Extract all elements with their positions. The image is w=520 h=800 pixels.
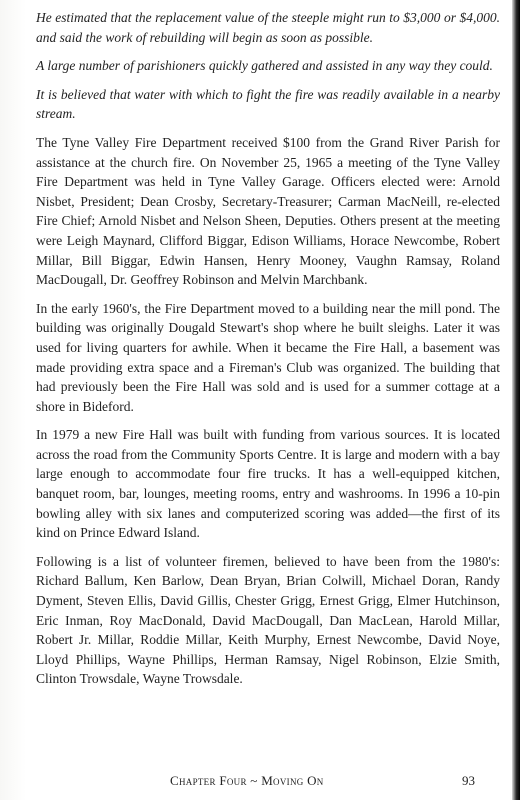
page-edge-shadow <box>512 0 520 800</box>
paragraph-fire-department-meeting: The Tyne Valley Fire Department received $100 from the Grand River Parish for assistance at the church fire. On November 25, 1965 a meeting of the Tyne Valley Fire Department was held in Tyne Valley Garage. Officers elected were: Arnold Nisbet, President; Dean Crosby, Secretary-Treasurer; Carman MacNeill, re-elected Fire Chief; Arnold Nisbet and Nelson Sheen, Deputies. Others present at the meeting were Leigh Maynard, Clifford Biggar, Edison Williams, Horace Newcombe, Robert Millar, Bill Biggar, Edwin Hansen, Henry Mooney, Vaughn Ramsay, Roland MacDougall, Dr. Geoffrey Robinson and Melvin Marchbank. <box>36 134 500 288</box>
quote-steeple-estimate: He estimated that the replacement value of the steeple might run to $3,000 or $4,000. and said the work of rebuilding will begin as soon as possible. <box>36 10 500 45</box>
paragraph-new-fire-hall: In 1979 a new Fire Hall was built with funding from various sources. It is located across the road from the Community Sports Centre. It is large and modern with a bay large enough to accommodate four fire trucks. It has a well-equipped kitchen, banquet room, bar, lounges, meeting rooms, entry and washrooms. In 1996 a 10-pin bowling alley with six lanes and computerized scoring was added—the first of its kind on Prince Edward Island. <box>36 427 500 541</box>
quote-parishioners: A large number of parishioners quickly gathered and assisted in any way they could. <box>36 58 493 74</box>
quote-water-stream: It is believed that water with which to fight the fire was readily available in a nearby stream. <box>36 86 500 122</box>
paragraph-volunteer-firemen: Following is a list of volunteer firemen, believed to have been from the 1980's: Richard Ballum, Ken Barlow, Dean Bryan, Brian Colwill, Michael Doran, Randy Dyment, Steven Ellis, David Gillis, Chester Grigg, Ernest Grigg, Elmer Hutchinson, Eric Inman, Roy MacDonald, David MacDougall, Dan MacLean, Harold Millar, Robert Jr. Millar, Roddie Millar, Keith Murphy, Ernest Newcombe, David Noye, Lloyd Phillips, Wayne Phillips, Herman Ramsay, Nigel Robinson, Elzie Smith, Clinton Trowsdale, Wayne Trowsdale. <box>36 553 500 687</box>
running-footer-chapter: Chapter Four ~ Moving On <box>170 773 324 788</box>
page-text <box>36 8 500 689</box>
page-number: 93 <box>462 773 475 788</box>
paragraph-mill-pond-building: In the early 1960's, the Fire Department moved to a building near the mill pond. The building was originally Dougald Stewart's shop where he built sleighs. Later it was used for living quarters for awhile. When it became the Fire Hall, a basement was made providing extra space and a Fireman's Club was organized. The building that had previously been the Fire Hall was sold and is used for a summer cottage at a shore in Bideford. <box>36 300 500 414</box>
